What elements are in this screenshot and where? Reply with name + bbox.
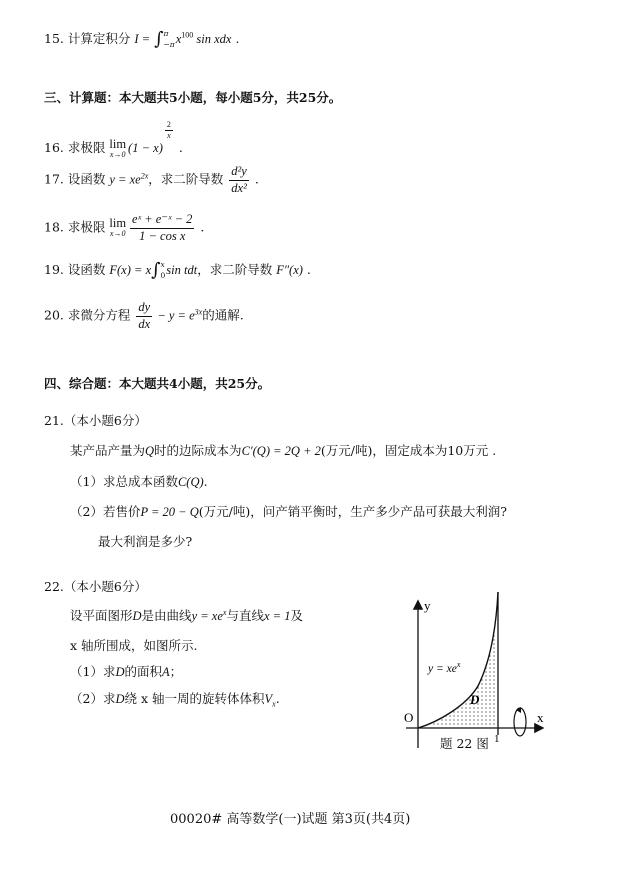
- question-text: 求极限: [67, 140, 106, 155]
- question-points: （本小题6分）: [63, 579, 147, 594]
- stem-text: 及: [290, 608, 303, 623]
- x-axis-label: x: [537, 710, 544, 725]
- integrand-base: x: [175, 31, 182, 46]
- question-15: [44, 28, 239, 51]
- question-end: .: [235, 30, 240, 46]
- integral-limits: x 0: [160, 260, 166, 281]
- line-formula: x = 1: [263, 609, 291, 623]
- question-16: [44, 120, 183, 159]
- question-22-stem: [70, 608, 303, 624]
- question-number: 22.: [44, 579, 64, 594]
- integrand: sin tdt: [166, 262, 198, 277]
- limit-fraction: $\frac{\text{eˣ + e⁻ˣ − 2}}{\text{1 − cos x}}$: [132, 212, 193, 243]
- question-22-part-2: [70, 691, 280, 707]
- integral-sign: ∫: [154, 28, 164, 50]
- curve-exponent: x: [222, 607, 227, 617]
- part-text: (万元/吨)，问产销平衡时，生产多少产品可获最大利润?: [198, 504, 507, 519]
- curve-formula: y = xe: [191, 609, 223, 623]
- part-text: 的面积: [124, 664, 162, 679]
- question-end: .: [200, 219, 205, 235]
- section-4-title: 四、综合题：本大题共4小题，共25分。: [44, 376, 271, 391]
- region-d: D: [115, 665, 125, 679]
- question-number: 17.: [44, 171, 64, 187]
- stem-text: 时的边际成本为: [154, 443, 242, 458]
- question-number: 19.: [44, 261, 64, 277]
- integrand-exponent: 100: [181, 30, 194, 40]
- question-text: 求微分方程: [67, 307, 131, 323]
- figure-22: [380, 590, 560, 755]
- question-number: 18.: [44, 219, 64, 235]
- region-label: D: [470, 692, 480, 707]
- function-expression: y = xe: [109, 172, 141, 187]
- stem-text: 某产品产量为: [70, 443, 146, 458]
- question-19: [44, 259, 311, 282]
- question-22-part-1: [70, 664, 182, 680]
- y-axis-label: y: [424, 598, 431, 613]
- second-derivative: F″(x): [276, 262, 303, 277]
- question-text: 计算定积分: [67, 30, 131, 46]
- question-number: 15.: [44, 30, 64, 46]
- question-number: 20.: [44, 307, 64, 323]
- stem-text: 与直线: [226, 608, 264, 623]
- function-exponent: 2x: [140, 171, 149, 181]
- question-18: [44, 212, 204, 244]
- question-end: .: [254, 171, 259, 187]
- volume-v: V: [264, 692, 273, 706]
- part-end: ；: [169, 664, 183, 679]
- integral-limits: π −π: [163, 29, 175, 50]
- cost-function: C(Q): [177, 475, 204, 489]
- part-text: 绕 x 轴一周的旋转体体积: [124, 691, 265, 706]
- question-21-header: [44, 413, 147, 428]
- marginal-cost-formula: C′(Q) = 2Q + 2: [241, 444, 321, 458]
- curve-label: $y = xe^x$: [428, 660, 461, 675]
- equation-exponent: 3x: [194, 307, 203, 317]
- volume-subscript: x: [272, 699, 276, 709]
- question-text-mid: ，求二阶导数: [197, 261, 273, 277]
- question-22-stem-continued: x 轴所围成，如图所示.: [70, 638, 198, 653]
- question-22-header: [44, 579, 147, 594]
- variable-q: Q: [145, 444, 155, 458]
- integrand-rest: sin xdx: [193, 31, 232, 46]
- question-text: 设函数: [67, 171, 106, 187]
- question-text: 设函数: [67, 261, 106, 277]
- tick-label-1: 1: [494, 733, 500, 745]
- stem-text: (万元/吨)，固定成本为10万元 .: [320, 443, 497, 458]
- figure-caption: 题 22 图: [440, 736, 489, 751]
- region-d: D: [115, 692, 125, 706]
- question-points: （本小题6分）: [63, 413, 147, 428]
- question-end: .: [178, 140, 183, 155]
- integral-sign: ∫: [151, 259, 161, 281]
- page-footer: 00020# 高等数学(一)试题 第3页(共4页): [170, 812, 411, 827]
- region-d: D: [132, 609, 142, 623]
- question-17: [44, 164, 259, 196]
- section-3-title: 三、计算题：本大题共5小题，每小题5分，共25分。: [44, 90, 342, 105]
- formula-lhs: I =: [134, 31, 151, 46]
- question-21-part-1: [70, 474, 208, 490]
- limit-operator: lim x→0: [109, 136, 127, 159]
- question-21-stem: [70, 443, 496, 459]
- question-suffix: 的通解.: [202, 307, 244, 323]
- stem-text: 是由曲线: [141, 608, 192, 623]
- equation-rest: − y = e: [154, 308, 195, 323]
- question-end: .: [306, 261, 311, 277]
- limit-operator: lim x→0: [109, 216, 127, 239]
- question-20: [44, 300, 244, 332]
- part-text: （2）若售价: [70, 504, 141, 519]
- price-formula: P = 20 − Q: [140, 505, 199, 519]
- exponent-fraction: $\frac{2}{x}$: [166, 120, 171, 140]
- function-lhs: F(x) = x: [109, 262, 152, 277]
- part-text: （1）求: [70, 664, 116, 679]
- question-number: 21.: [44, 413, 64, 428]
- limit-expression: (1 − x): [128, 141, 163, 155]
- part-text: （2）求: [70, 691, 116, 706]
- part-text: （1）求总成本函数: [70, 474, 178, 489]
- question-text-mid: ，求二阶导数: [148, 171, 224, 187]
- origin-label: O: [404, 710, 414, 725]
- question-21-part-2-continued: 最大利润是多少?: [98, 534, 193, 549]
- derivative-fraction: $\frac{\text{d²y}}{\text{dx²}}$: [231, 164, 247, 195]
- question-21-part-2: [70, 504, 507, 520]
- area-a: A: [162, 665, 170, 679]
- derivative-fraction: $\frac{dy}{dx}$: [138, 300, 151, 331]
- part-end: .: [203, 474, 208, 489]
- stem-text: 设平面图形: [70, 608, 133, 623]
- question-text: 求极限: [67, 219, 106, 235]
- question-number: 16.: [44, 140, 64, 155]
- part-end: .: [275, 691, 280, 706]
